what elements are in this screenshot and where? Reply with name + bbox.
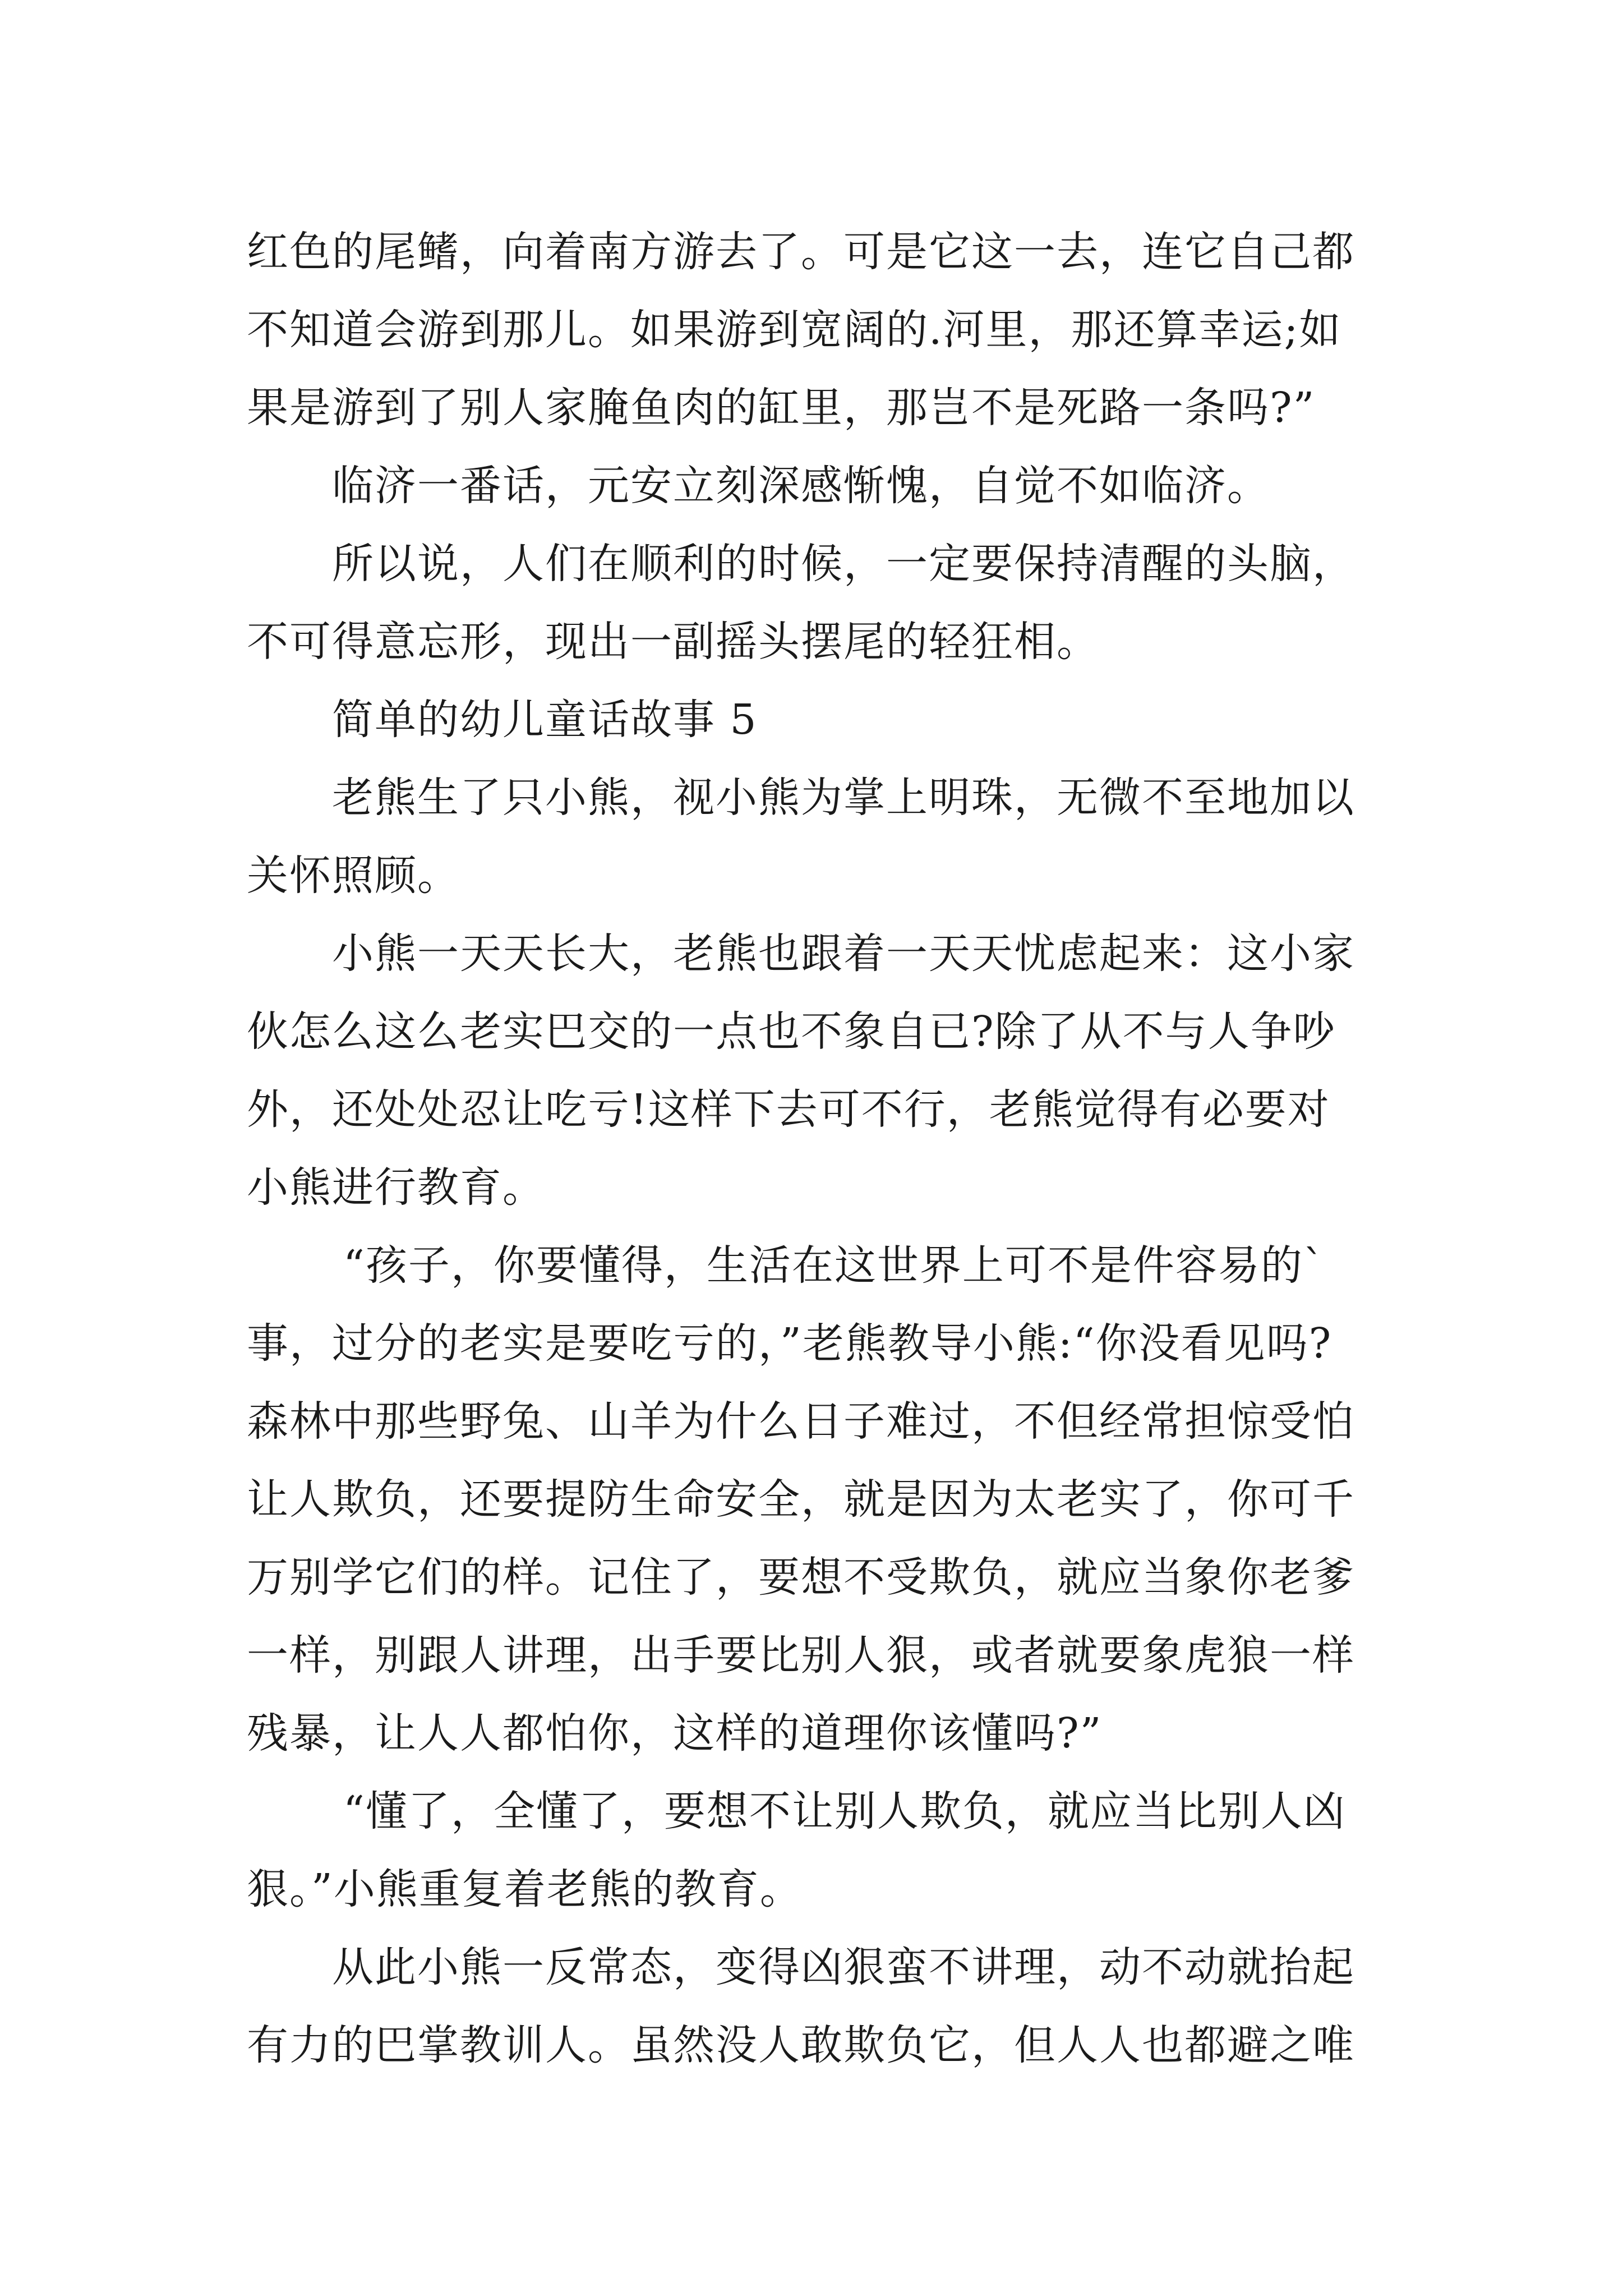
paragraph-line: 事，过分的老实是要吃亏的，”老熊教导小熊:“你没看见吗?: [247, 1319, 1332, 1368]
paragraph-line: 让人欺负，还要提防生命安全，就是因为太老实了，你可千: [247, 1475, 1355, 1524]
paragraph-line: 不可得意忘形，现出一副摇头摆尾的轻狂相。: [247, 618, 1099, 666]
paragraph-line: “孩子，你要懂得，生活在这世界上可不是件容易的`: [343, 1241, 1325, 1290]
paragraph-line: 残暴，让人人都怕你，这样的道理你该懂吗?”: [247, 1709, 1103, 1757]
paragraph-line: 小熊进行教育。: [247, 1163, 545, 1212]
paragraph-line: 关怀照顾。: [247, 852, 460, 900]
paragraph-line: 果是游到了别人家腌鱼肉的缸里，那岂不是死路一条吗?”: [247, 384, 1316, 432]
section-heading: 简单的幼儿童话故事 5: [332, 696, 758, 744]
paragraph-line: 不知道会游到那儿。如果游到宽阔的.河里，那还算幸运;如: [247, 306, 1342, 354]
paragraph-line: 伙怎么这么老实巴交的一点也不象自已?除了从不与人争吵: [247, 1007, 1336, 1056]
paragraph-line: 临济一番话，元安立刻深感惭愧，自觉不如临济。: [332, 462, 1270, 510]
paragraph-line: 红色的尾鳍，向着南方游去了。可是它这一去，连它自己都: [247, 228, 1355, 276]
paragraph-line: 森林中那些野兔、山羊为什么日子难过，不但经常担惊受怕: [247, 1397, 1355, 1446]
paragraph-line: 小熊一天天长大，老熊也跟着一天天忧虑起来：这小家: [332, 930, 1355, 978]
paragraph-line: 从此小熊一反常态，变得凶狠蛮不讲理，动不动就抬起: [332, 1943, 1355, 1991]
paragraph-line: “懂了，全懂了，要想不让别人欺负，就应当比别人凶: [343, 1787, 1346, 1835]
paragraph-line: 狠。”小熊重复着老熊的教育。: [247, 1865, 803, 1913]
paragraph-line: 老熊生了只小熊，视小熊为掌上明珠，无微不至地加以: [332, 774, 1355, 822]
paragraph-line: 一样，别跟人讲理，出手要比别人狠，或者就要象虎狼一样: [247, 1631, 1355, 1680]
paragraph-line: 万别学它们的样。记住了，要想不受欺负，就应当象你老爹: [247, 1553, 1355, 1602]
paragraph-line: 所以说，人们在顺利的时候，一定要保持清醒的头脑，: [332, 540, 1355, 588]
paragraph-line: 有力的巴掌教训人。虽然没人敢欺负它，但人人也都避之唯: [247, 2021, 1355, 2069]
document-body: [247, 213, 1391, 2085]
paragraph-line: 外，还处处忍让吃亏!这样下去可不行，老熊觉得有必要对: [247, 1085, 1330, 1134]
